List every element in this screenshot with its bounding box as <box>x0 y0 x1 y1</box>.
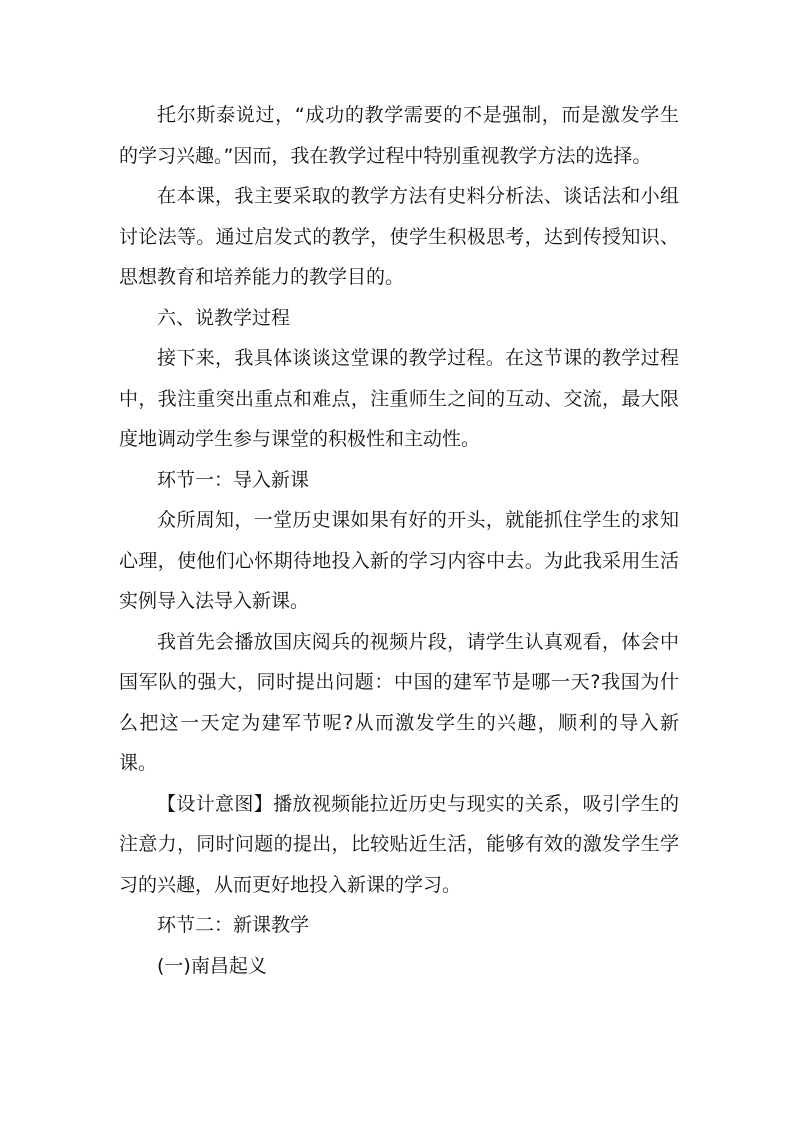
section-heading-teaching-process: 六、说教学过程 <box>157 306 291 329</box>
step-heading-introduction: 环节一：导入新课 <box>157 468 310 491</box>
subheading-nanchang-uprising: (一)南昌起义 <box>157 954 267 977</box>
paragraph-design-intent: 【设计意图】播放视频能拉近历史与现实的关系，吸引学生的注意力，同时问题的提出，比较贴近生活，能够有效的激发学生学习的兴趣，从而更好地投入新课的学习。 <box>119 792 679 896</box>
step-heading-new-lesson: 环节二：新课教学 <box>157 914 310 936</box>
paragraph-tolstoy-quote: 托尔斯泰说过，“成功的教学需要的不是强制，而是激发学生的学习兴趣。”因而，我在教学过程中特别重视教学方法的选择。 <box>119 104 679 167</box>
paragraph-teaching-methods: 在本课，我主要采取的教学方法有史料分析法、谈话法和小组讨论法等。通过启发式的教学，使学生积极思考，达到传授知识、思想教育和培养能力的教学目的。 <box>119 185 679 288</box>
document-body <box>119 95 679 986</box>
paragraph-introduction-method: 众所周知，一堂历史课如果有好的开头，就能抓住学生的求知心理，使他们心怀期待地投入新的学习内容中去。为此我采用生活实例导入法导入新课。 <box>119 509 679 612</box>
paragraph-video-questions: 我首先会播放国庆阅兵的视频片段，请学生认真观看，体会中国军队的强大，同时提出问题：中国的建军节是哪一天?我国为什么把这一天定为建军节呢?从而激发学生的兴趣，顺利的导入新课。 <box>119 630 679 774</box>
paragraph-process-intro: 接下来，我具体谈谈这堂课的教学过程。在这节课的教学过程中，我注重突出重点和难点，注重师生之间的互动、交流，最大限度地调动学生参与课堂的积极性和主动性。 <box>119 347 679 450</box>
